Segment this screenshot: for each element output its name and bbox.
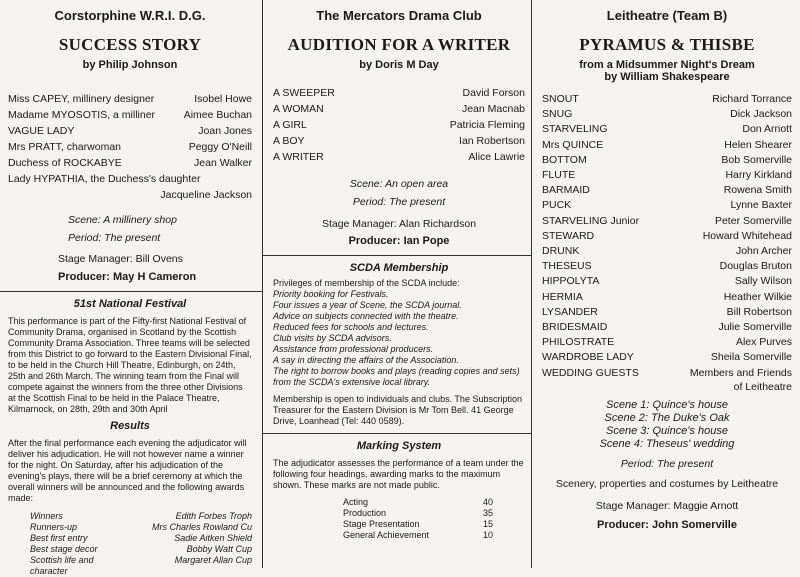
award-row [30,533,252,544]
cast-row [273,85,525,101]
company-name: The Mercators Drama Club [316,8,482,23]
privilege-item: Club visits by SCDA advisors. [273,333,392,343]
producer: Producer: John Somerville [597,518,737,531]
marking-heading: Marking System [356,440,442,452]
marks-value: 35 [482,508,493,518]
cast-row [542,107,792,122]
cast-row [542,138,792,153]
cast-actor: Alice Lawrie [468,151,525,163]
cast-row [542,259,792,274]
scene-text: Scene: An open area [349,178,449,190]
cast-actor: Heather Wilkie [723,290,792,303]
cast-role: HERMIA [542,290,583,303]
play-title: AUDITION FOR A WRITER [287,35,511,54]
membership-heading: SCDA Membership [349,262,449,274]
cast-role: PHILOSTRATE [542,336,615,349]
cast-row [542,122,792,137]
cast-row [8,91,252,107]
marks-heading: General Achievement [343,530,430,540]
cast-role: DRUNK [542,245,580,258]
award-trophy: Sadie Aitken Shield [174,533,252,543]
scene-item: Scene 4: Theseus' wedding [599,437,735,450]
cast-role: SNUG [542,108,573,121]
cast-row [273,133,525,149]
stage-manager: Stage Manager: Maggie Arnott [595,499,739,512]
marks-heading: Production [343,508,387,518]
cast-row [273,149,525,165]
cast-actor: Alex Purves [735,336,792,349]
cast-role: HIPPOLYTA [542,275,600,288]
award-name: Best stage decor [30,544,98,554]
cast-role: A BOY [273,135,305,147]
scene-text: Scene: A millinery shop [68,214,177,226]
cast-row [542,153,792,168]
cast-actor: Bob Somerville [721,153,792,166]
cast-actor: David Forson [462,87,525,99]
award-trophy: Mrs Charles Rowland Cu [151,522,252,532]
scene-item: Scene 1: Quince's house [606,398,728,411]
cast-role: WEDDING GUESTS [542,366,639,379]
award-row [30,544,252,555]
cast-row [542,229,792,244]
cast-row [542,305,792,320]
award-row [30,555,252,577]
cast-role: STEWARD [542,229,595,242]
privileges-list [273,289,525,388]
award-name: Best first entry [30,533,88,543]
scene-item: Scene 2: The Duke's Oak [604,411,730,424]
cast-role: LYSANDER [542,305,598,318]
privilege-item: The right to borrow books and plays (reading copies and sets) from the SCDA's extensive local library. [273,366,520,387]
cast-actor: Joan Jones [198,125,252,137]
membership-text: Membership is open to individuals and clubs. The Subscription Treasurer for the Eastern Division is Mr Tom Bell. 41 George Drive, Loanhead (Tel: 440 0589). [273,394,522,426]
festival-heading: 51st National Festival [73,298,187,310]
stage-manager: Stage Manager: Alan Richardson [321,218,477,230]
period-text: Period: The present [620,457,714,470]
cast-actor: Aimee Buchan [183,109,252,121]
cast-actor: Harry Kirkland [725,169,792,182]
cast-role: Miss CAPEY, millinery designer [8,93,155,105]
divider [0,291,262,292]
cast-role: WARDROBE LADY [542,351,634,364]
producer: Producer: Ian Pope [348,235,450,247]
cast-role: FLUTE [542,169,576,182]
privilege-item: A say in directing the affairs of the Association. [273,355,459,365]
cast-role: Mrs PRATT, charwoman [8,141,121,153]
play-title: SUCCESS STORY [58,35,202,54]
cast-list [8,91,252,203]
award-row [30,522,252,533]
cast-actor: Ian Robertson [459,135,525,147]
award-name: Scottish life and character [30,555,94,576]
middle-column [262,0,532,568]
results-text: After the final performance each evening the adjudicator will deliver his adjudication. He will not however name a winner for the night. On Saturday, after his adjudication of the evening's plays, there will be a brief ceremony at which the overall winners will be announced and the following awards made: [8,438,247,503]
company-name: Corstorphine W.R.I. D.G. [54,8,206,23]
cast-actor: of Leitheatre [733,380,792,393]
cast-row [542,320,792,335]
cast-row [8,123,252,139]
cast-role: SNOUT [542,93,579,105]
cast-role: BRIDESMAID [542,321,608,334]
privilege-item: Reduced fees for schools and lectures. [273,322,429,332]
scene-info [68,211,252,247]
results-heading: Results [110,420,150,432]
marks-heading: Stage Presentation [343,519,420,529]
period-text: Period: The present [352,196,446,208]
cast-actor: Richard Torrance [712,93,792,105]
cast-row [542,198,792,213]
cast-role: BARMAID [542,184,590,197]
right-column [532,0,800,568]
cast-role: A GIRL [273,119,307,131]
cast-row [542,214,792,229]
scenery-credit: Scenery, properties and costumes by Leitheatre [555,477,779,490]
festival-text: This performance is part of the Fifty-first National Festival of Community Drama, organised in Scotland by the Scottish Community Drama Association. Three teams will be selected from this District to go forward to the Eastern Divisional Final, to be held in the Church Hill Theatre, Edinburgh, on 24th, 25th and 26th March. The winning team from the Final will compete against the winners from the three other Divisions at the Scottish Final to be held in the Palace Theatre, Kilmarnock, on 28th, 29th and 30th April [8,316,252,414]
play-title: PYRAMUS & THISBE [579,35,755,54]
cast-role: BOTTOM [542,153,587,166]
stage-manager: Stage Manager: Bill Ovens [58,253,183,265]
period-text: Period: The present [68,232,161,244]
cast-actor: Don Arnott [742,123,792,136]
cast-list [542,92,792,393]
left-column [0,0,262,576]
cast-actor: John Archer [735,245,792,258]
cast-actor: Isobel Howe [194,93,252,105]
award-trophy: Margaret Allan Cup [174,555,252,565]
play-source: from a Midsummer Night's Dream [579,59,755,71]
cast-role: STARVELING [542,123,608,136]
cast-actor: Peter Somerville [714,214,792,227]
cast-role: STARVELING Junior [542,214,640,227]
company-name: Leitheatre (Team B) [606,8,728,23]
cast-list [273,85,525,165]
cast-row [8,155,252,171]
membership-intro: Privileges of membership of the SCDA include: [273,278,460,288]
cast-row [542,244,792,259]
cast-actor: Rowena Smith [723,184,792,197]
marks-heading: Acting [343,497,369,507]
cast-actor: Douglas Bruton [719,260,792,273]
producer: Producer: May H Cameron [58,271,197,283]
cast-actor: Dick Jackson [730,108,792,121]
cast-role: A WRITER [273,151,324,163]
scene-info [273,175,525,233]
cast-row [542,366,792,381]
marks-value: 10 [482,530,493,540]
cast-row [542,92,792,107]
cast-role: Madame MYOSOTIS, a milliner [8,109,156,121]
cast-row [542,350,792,365]
cast-row [8,139,252,155]
cast-row [542,168,792,183]
marks-row [343,508,493,519]
scene-list [542,399,792,451]
cast-actor: Jacqueline Jackson [160,189,252,201]
cast-actor: Bill Robertson [726,305,792,318]
cast-role: PUCK [542,199,572,212]
marks-row [343,497,493,508]
cast-role: Mrs QUINCE [542,138,604,151]
cast-actor: Members and Friends [689,366,792,379]
play-author: by Doris M Day [359,59,439,71]
cast-row [542,183,792,198]
award-trophy: Bobby Watt Cup [186,544,252,554]
cast-role: THESEUS [542,260,592,273]
award-name: Runners-up [30,522,78,532]
cast-row [273,117,525,133]
marks-row [343,530,493,541]
cast-role: VAGUE LADY [8,125,75,137]
award-name: Winners [30,511,63,521]
cast-role: Lady HYPATHIA, the Duchess's daughter [8,173,201,185]
privilege-item: Advice on subjects connected with the theatre. [273,311,459,321]
cast-row [542,335,792,350]
cast-role: A WOMAN [273,103,324,115]
cast-actor: Howard Whitehead [702,229,792,242]
awards-list [30,511,252,577]
cast-role: Duchess of ROCKABYE [8,157,122,169]
marks-row [343,519,493,530]
marking-text: The adjudicator assesses the performance of a team under the following four headings, awarding marks to the maximum shown. These marks are not made public. [273,458,524,490]
cast-row [542,274,792,289]
cast-actor: Helen Shearer [724,138,792,151]
divider [263,255,531,256]
cast-actor: Lynne Baxter [730,199,792,212]
privilege-item: Assistance from professional producers. [273,344,434,354]
award-row [30,511,252,522]
cast-actor: Jean Macnab [461,103,525,115]
privilege-item: Priority booking for Festivals. [273,289,389,299]
cast-role: A SWEEPER [273,87,335,99]
marks-table [343,497,493,541]
cast-actor: Peggy O'Neill [188,141,252,153]
award-trophy: Edith Forbes Troph [175,511,252,521]
cast-actor: Jean Walker [194,157,252,169]
cast-actor: Patricia Fleming [449,119,525,131]
privilege-item: Four issues a year of Scene, the SCDA journal. [273,300,462,310]
marks-value: 40 [482,497,493,507]
cast-row [273,101,525,117]
cast-row [542,290,792,305]
scene-item: Scene 3: Quince's house [606,424,728,437]
marks-value: 15 [482,519,493,529]
cast-actor: Sheila Somerville [710,351,792,364]
cast-actor: Sally Wilson [734,275,792,288]
cast-row [8,107,252,123]
divider [263,433,531,434]
play-author: by William Shakespeare [604,71,730,83]
play-author: by Philip Johnson [82,59,178,71]
cast-actor: Julie Somerville [718,321,792,334]
